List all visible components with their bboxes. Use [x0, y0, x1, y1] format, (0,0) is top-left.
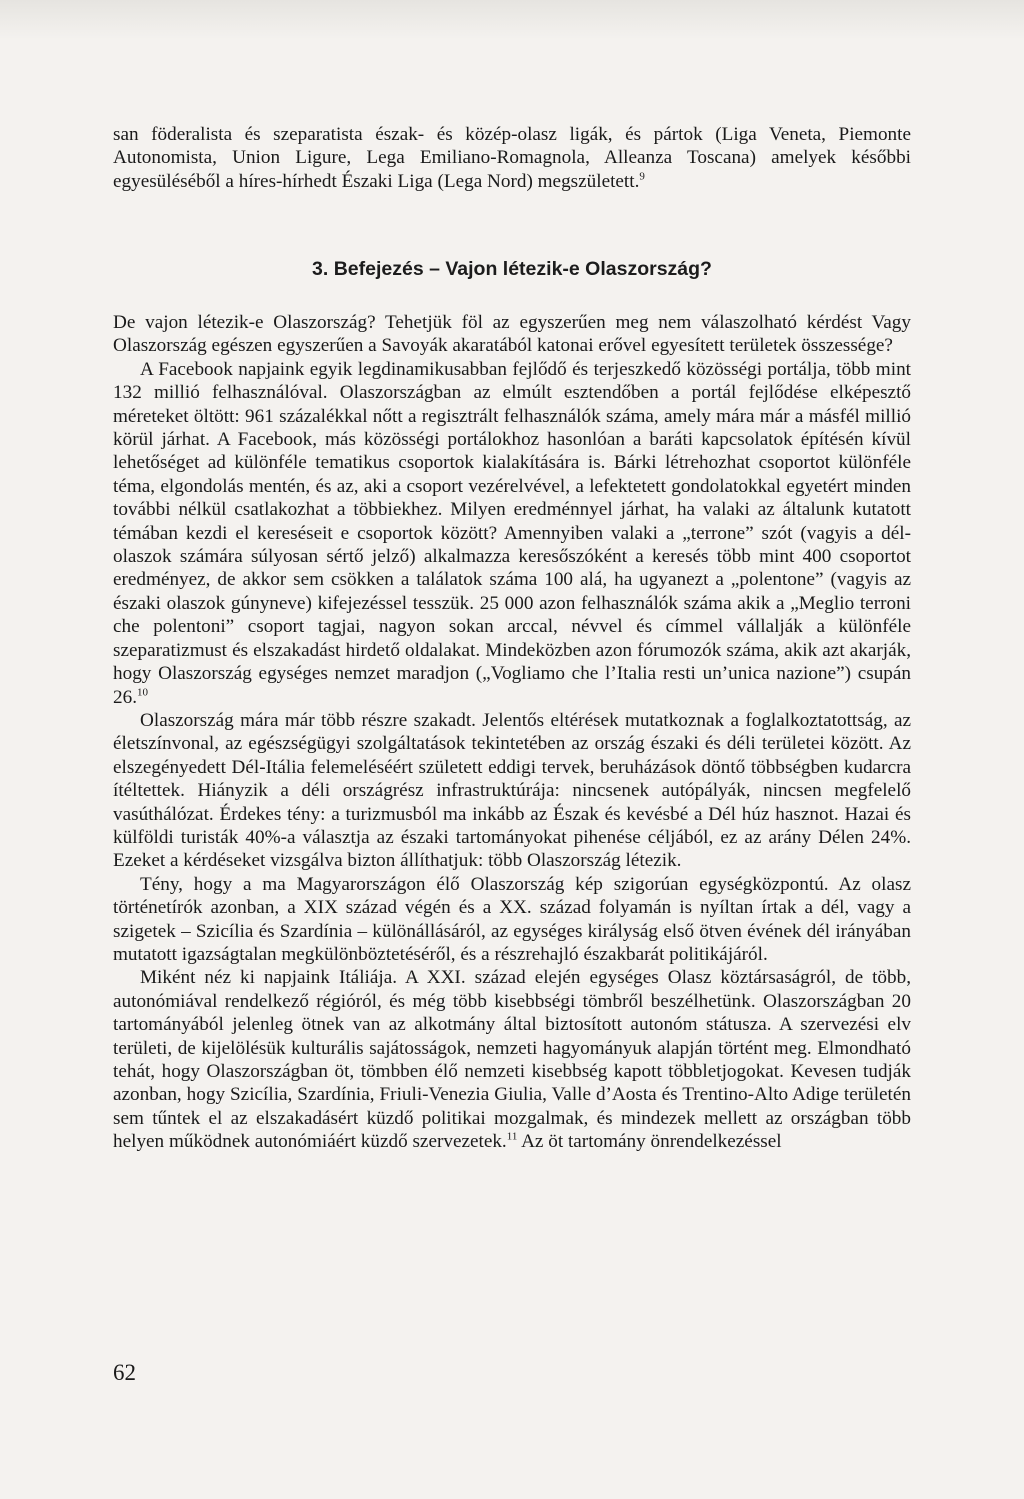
- scan-edge-shading: [0, 0, 1024, 40]
- paragraph-continuation: Az öt tartomány önrendelkezéssel: [517, 1131, 782, 1153]
- section-heading: 3. Befejezés – Vajon létezik-e Olaszország?: [312, 258, 712, 280]
- footnote-ref-9: 9: [639, 170, 645, 183]
- paragraph-question: [113, 311, 911, 358]
- paragraph-text: Olaszország mára már több részre szakadt. Jelentős eltérések mutatkoznak a foglalkoztatottság, az életszínvonal, az egészségügyi szolgáltatások tekintetében az ország északi és déli területei között. Az elszegényedett Dél-Itália felemeléséért született eddigi tervek, beruházások döntő többségben kudarcra ítéltettek. Hiányzik a déli országrész infrastruktúrája: nincsenek autópályák, nincsen megfelelő vasúthálózat. Érdekes tény: a turizmusból ma inkább az Észak és kevésbé a Dél húz hasznot. Hazai és külföldi turisták 40%-a választja az északi tartományokat pihenése céljából, ez az arány Délen 24%. Ezeket a kérdéseket vizsgálva bizton állíthatjuk: több Olaszország létezik.: [113, 709, 911, 872]
- paragraph-facebook: [113, 358, 911, 709]
- intro-body: san föderalista és szeparatista észak- és közép-olasz ligák, és pártok (Liga Veneta, Piemonte Autonomista, Union Ligure, Lega Emiliano-Romagnola, Alleanza Toscana) amelyek későbbi egyesüléséből a híres-hírhedt Északi Liga (Lega Nord) megszületett.: [113, 124, 911, 192]
- paragraph-text: A Facebook napjaink egyik legdinamikusabban fejlődő és terjeszkedő közösségi portálja, több mint 132 millió felhasználóval. Olaszországban az elmúlt esztendőben a portál fejlődése elképesztő méreteket öltött: 961 százalékkal nőtt a regisztrált felhasználók száma, amely mára már a másfél millió körül járhat. A Facebook, más közösségi portálokhoz hasonlóan a baráti kapcsolatok építésén kívül lehetőséget ad különféle tematikus csoportok kialakítására is. Bárki létrehozhat csoportot különféle téma, elgondolás mentén, és az, aki a csoport vezérelvével, a lefektetett gondolatokkal egyetért minden további nélkül csatlakozhat a többiekhez. Milyen eredménnyel járhat, ha valaki az általunk kutatott témában kezdi el kereséseit e csoportok között? Amennyiben valaki a „terrone” szót (vagyis a dél-olaszok számára súlyosan sértő jelző) alkalmazza keresőszóként a keresés több mint 400 csoportot eredményez, de akkor sem csökken a találatok száma 100 alá, ha ugyanezt a „polentone” (vagyis az északi olaszok gúnyneve) kifejezéssel tesszük. 25 000 azon felhasználók száma akik a „Meglio terroni che polentoni” csoport tagjai, nagyon sokan arccal, névvel és címmel vállalják a különféle szeparatizmust és elszakadást hirdető oldalakat. Mindeközben azon fórumozók száma, akik azt akarják, hogy Olaszország egységes nemzet maradjon („Vogliamo che l’Italia resti un’unica nazione”) csupán 26.: [113, 358, 911, 708]
- footnote-ref-10: 10: [136, 686, 148, 699]
- paragraph-text: Tény, hogy a ma Magyarországon élő Olaszország kép szigorúan egységközpontú. Az olasz történetírók azonban, a XIX század végén és a XX. század folyamán is nyíltan írtak a dél, vagy a szigetek – Szicília és Szardínia – különállásáról, az egységes királyság első ötven évének dél irányában mutatott igazságtalan megkülönböztetéséről, és a részrehajló északbarát politikájáról.: [113, 873, 911, 965]
- intro-text: [113, 123, 911, 193]
- paragraph-historians: [113, 873, 911, 967]
- paragraph-text: De vajon létezik-e Olaszország? Tehetjük föl az egyszerűen meg nem válaszolható kérdést Vagy Olaszország egészen egyszerűen a Savoyák akaratából katonai erővel egyesített területek összessége?: [113, 312, 911, 357]
- intro-paragraph: [113, 123, 911, 193]
- page-number: 62: [113, 1360, 136, 1385]
- paragraph-autonomy: [113, 966, 911, 1153]
- body-text: [113, 311, 911, 1154]
- paragraph-divided: [113, 709, 911, 873]
- paragraph-text: Miként néz ki napjaink Itáliája. A XXI. század elején egységes Olasz köztársaságról, de több, autonómiával rendelkező régióról, és még több kisebbségi tömbről beszélhetünk. Olaszországban 20 tartományából jelenleg ötnek van az alkotmány által biztosított autonóm státusza. A szervezési elv területi, de kijelölésük kulturális sajátosságok, nemzeti hagyományuk alapján történt meg. Elmondható tehát, hogy Olaszországban öt, tömbben élő nemzeti kisebbség kapott többletjogokat. Kevesen tudják azonban, hogy Szicília, Szardínia, Friuli-Venezia Giulia, Valle d’Aosta és Trentino-Alto Adige területén sem tűntek el az elszakadásért küzdő politikai mozgalmak, és mindezek mellett az országban több helyen működnek autonómiáért küzdő szervezetek.: [113, 967, 911, 1153]
- footnote-ref-11: 11: [506, 1130, 518, 1143]
